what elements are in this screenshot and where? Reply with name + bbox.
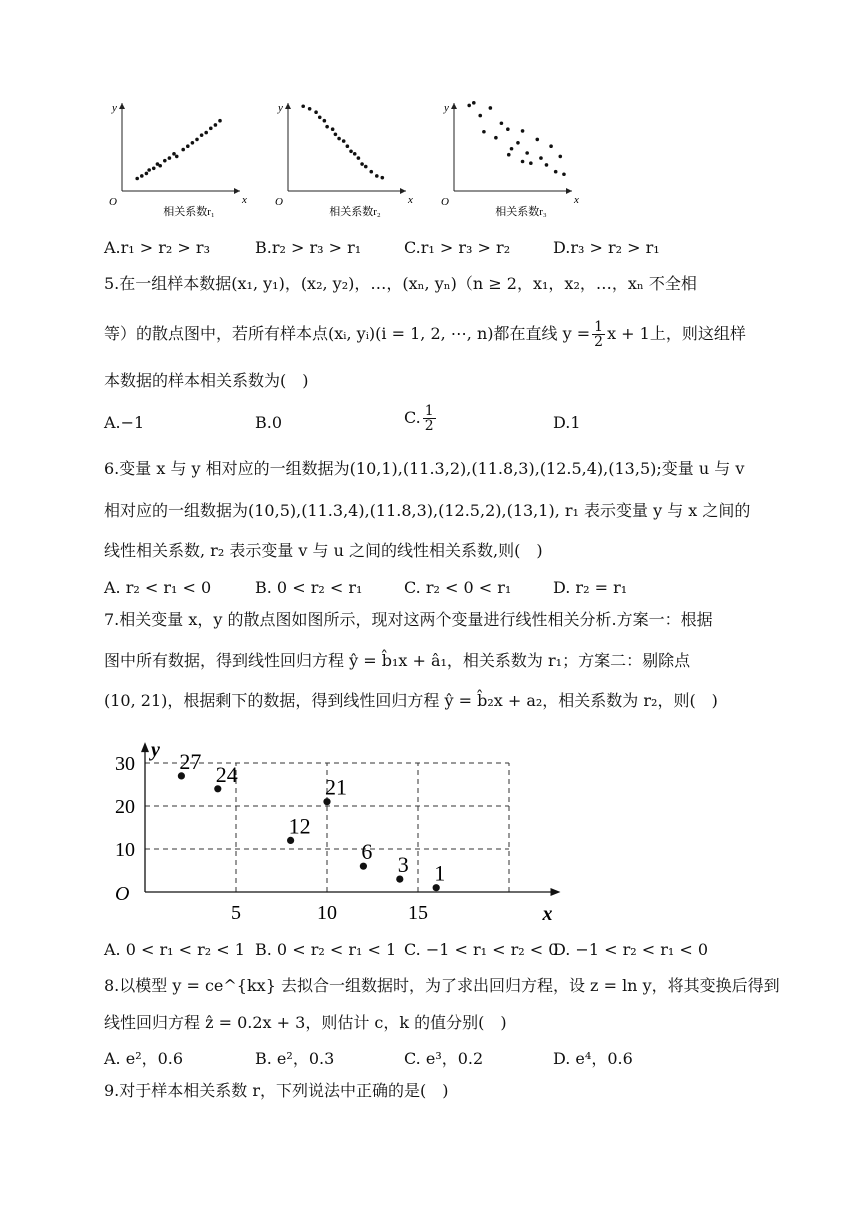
q6-line-1: 6.变量 x 与 y 相对应的一组数据为(10,1),(11.3,2),(11.8,3),(12.5,4),(13,5);变量 u 与 v bbox=[104, 459, 745, 478]
origin-label: O bbox=[109, 196, 117, 208]
scatter-point bbox=[510, 147, 514, 151]
origin-label: O bbox=[441, 196, 449, 208]
scatter-point bbox=[147, 168, 151, 172]
q7-option-a: A. 0 < r₁ < r₂ < 1 bbox=[104, 940, 245, 959]
q6-option-c: C. r₂ < 0 < r₁ bbox=[404, 578, 512, 597]
scatter-point bbox=[472, 101, 476, 105]
data-label: 24 bbox=[215, 761, 238, 787]
scatter-point bbox=[381, 176, 385, 180]
q6-option-d: D. r₂ = r₁ bbox=[553, 578, 628, 597]
q7-option-b: B. 0 < r₂ < r₁ < 1 bbox=[255, 940, 397, 959]
mini-plot-r3 bbox=[428, 95, 588, 225]
q8-line-1: 8.以模型 y = ce^{kx} 去拟合一组数据时，为了求出回归方程，设 z = ln y，将其变换后得到 bbox=[104, 976, 780, 995]
scatter-point bbox=[349, 150, 353, 154]
scatter-point bbox=[314, 110, 318, 114]
y-axis-label: y bbox=[278, 102, 283, 114]
scatter-point bbox=[521, 129, 525, 133]
scatter-point bbox=[140, 174, 144, 178]
scatter-point bbox=[301, 104, 305, 108]
q7-line-1: 7.相关变量 x，y 的散点图如图所示，现对这两个变量进行线性相关分析.方案一：根据 bbox=[104, 610, 713, 629]
scatter-point bbox=[346, 144, 350, 148]
data-label: 3 bbox=[397, 852, 409, 878]
q6-line-2: 相对应的一组数据为(10,5),(11.3,4),(11.8,3),(12.5,2),(13,1), r₁ 表示变量 y 与 x 之间的 bbox=[104, 501, 751, 520]
q8-option-c: C. e³，0.2 bbox=[404, 1049, 484, 1068]
mini-plot-r2 bbox=[262, 95, 422, 225]
origin-label: O bbox=[115, 883, 130, 905]
scatter-point bbox=[494, 136, 498, 140]
q4-option-a: A.r₁ > r₂ > r₃ bbox=[104, 238, 210, 257]
scatter-point bbox=[549, 144, 553, 148]
scatter-point bbox=[360, 162, 364, 166]
data-label: 1 bbox=[434, 860, 446, 886]
q4-option-d: D.r₃ > r₂ > r₁ bbox=[553, 238, 660, 257]
scatter-point bbox=[489, 106, 493, 110]
scatter-point bbox=[507, 153, 511, 157]
y-tick-label: 30 bbox=[115, 753, 135, 775]
q9-line-1: 9.对于样本相关系数 r，下列说法中正确的是( ) bbox=[104, 1081, 449, 1100]
scatter-point bbox=[308, 107, 312, 111]
scatter-point bbox=[342, 139, 346, 143]
scatter-point bbox=[204, 131, 208, 135]
scatter-point bbox=[323, 119, 327, 123]
scatter-point bbox=[482, 130, 486, 134]
scatter-point bbox=[521, 160, 525, 164]
scatter-point bbox=[325, 125, 329, 129]
q5-fraction: $\frac{1}{2}$ bbox=[594, 319, 604, 350]
scatter-point bbox=[200, 133, 204, 137]
scatter-point bbox=[152, 167, 156, 171]
q4-option-c: C.r₁ > r₃ > r₂ bbox=[404, 238, 511, 257]
data-label: 21 bbox=[325, 774, 347, 800]
origin-label: O bbox=[275, 196, 283, 208]
q4-option-b: B.r₂ > r₃ > r₁ bbox=[255, 238, 362, 257]
scatter-point bbox=[558, 155, 562, 159]
scatter-point bbox=[168, 156, 172, 160]
scatter-point bbox=[535, 138, 539, 142]
scatter-point bbox=[467, 104, 471, 108]
y-axis-label: y bbox=[444, 102, 449, 114]
scatter-point bbox=[195, 138, 199, 142]
x-axis-label: x bbox=[242, 194, 247, 206]
scatter-point bbox=[181, 148, 185, 152]
scatter-point bbox=[163, 159, 167, 163]
scatter-point bbox=[191, 141, 195, 145]
q5-line-2: 等）的散点图中，若所有样本点(xᵢ, yᵢ)(i = 1, 2, ⋯, n)都在直线 y = $\frac{1}{2}$ x + 1上，则这组样 bbox=[104, 319, 746, 350]
q5-option-b: B.0 bbox=[255, 413, 283, 432]
scatter-point bbox=[337, 137, 341, 141]
q7-line-2: 图中所有数据，得到线性回归方程 ŷ = b̂₁x + â₁，相关系数为 r₁；方案二：剔除点 bbox=[104, 651, 691, 670]
scatter-point bbox=[525, 151, 529, 155]
q8-option-a: A. e²，0.6 bbox=[104, 1049, 184, 1068]
x-axis-arrow bbox=[551, 888, 561, 896]
plot-caption: 相关系数r₃ bbox=[495, 206, 547, 218]
data-label: 6 bbox=[361, 839, 373, 865]
scatter-point bbox=[172, 152, 176, 156]
scatter-point bbox=[357, 156, 361, 160]
scatter-point bbox=[158, 164, 162, 168]
scatter-point bbox=[375, 174, 379, 178]
scatter-point bbox=[539, 156, 543, 160]
plot-caption: 相关系数r₂ bbox=[329, 206, 381, 218]
scatter-point bbox=[506, 127, 510, 131]
q6-option-a: A. r₂ < r₁ < 0 bbox=[104, 578, 212, 597]
x-tick-label: 15 bbox=[408, 902, 428, 924]
q6-line-3: 线性相关系数, r₂ 表示变量 v 与 u 之间的线性相关系数,则( ) bbox=[104, 541, 543, 560]
y-axis-label: y bbox=[112, 102, 117, 114]
x-axis-arrow bbox=[566, 188, 572, 194]
q5-line-1: 5.在一组样本数据(x₁, y₁)，(x₂, y₂)，…，(xₙ, yₙ)（n ≥ 2，x₁，x₂，…，xₙ 不全相 bbox=[104, 274, 697, 293]
data-label: 27 bbox=[179, 748, 202, 774]
q5-option-d: D.1 bbox=[553, 413, 581, 432]
q8-option-b: B. e²，0.3 bbox=[255, 1049, 335, 1068]
scatter-point bbox=[135, 177, 139, 181]
q5-option-c: C. $\frac{1}{2}$ bbox=[404, 403, 434, 434]
scatter-point bbox=[545, 163, 549, 167]
q7-option-d: D. −1 < r₂ < r₁ < 0 bbox=[553, 940, 709, 959]
scatter-point bbox=[478, 114, 482, 118]
scatter-point bbox=[529, 161, 533, 165]
x-axis-arrow bbox=[400, 188, 406, 194]
x-axis-arrow bbox=[234, 188, 240, 194]
plot-caption: 相关系数r₁ bbox=[163, 206, 215, 218]
y-axis-arrow bbox=[285, 103, 291, 109]
scatter-point bbox=[331, 127, 335, 131]
q6-option-b: B. 0 < r₂ < r₁ bbox=[255, 578, 363, 597]
q7-scatter-chart bbox=[100, 722, 580, 927]
scatter-point bbox=[218, 119, 222, 123]
y-tick-label: 20 bbox=[115, 796, 135, 818]
x-axis-label: x bbox=[542, 903, 553, 925]
scatter-point bbox=[364, 165, 368, 169]
x-tick-label: 10 bbox=[317, 902, 337, 924]
scatter-point bbox=[175, 155, 179, 159]
data-label: 12 bbox=[288, 813, 311, 839]
x-tick-label: 5 bbox=[231, 902, 241, 924]
mini-plot-r1 bbox=[96, 95, 256, 225]
scatter-point bbox=[209, 127, 213, 131]
q8-option-d: D. e⁴，0.6 bbox=[553, 1049, 633, 1068]
y-axis-label: y bbox=[151, 739, 160, 762]
scatter-point bbox=[516, 141, 520, 145]
scatter-point bbox=[214, 123, 218, 127]
y-tick-label: 10 bbox=[115, 839, 135, 861]
y-axis-arrow bbox=[141, 742, 149, 752]
scatter-point bbox=[145, 172, 149, 176]
y-axis-arrow bbox=[119, 103, 125, 109]
q8-line-2: 线性回归方程 ẑ = 0.2x + 3，则估计 c，k 的值分别( ) bbox=[104, 1013, 507, 1032]
scatter-point bbox=[500, 121, 504, 125]
scatter-point bbox=[562, 172, 566, 176]
x-axis-label: x bbox=[574, 194, 579, 206]
scatter-point bbox=[554, 170, 558, 174]
q7-option-c: C. −1 < r₁ < r₂ < 0 bbox=[404, 940, 559, 959]
scatter-point bbox=[353, 152, 357, 156]
x-axis-label: x bbox=[408, 194, 413, 206]
q5-line-3: 本数据的样本相关系数为( ) bbox=[104, 371, 309, 390]
y-axis-arrow bbox=[451, 103, 457, 109]
scatter-point bbox=[186, 144, 190, 148]
q5-option-a: A.−1 bbox=[104, 413, 145, 432]
scatter-point bbox=[334, 133, 338, 137]
scatter-point bbox=[318, 116, 322, 120]
q7-line-3: (10, 21)，根据剩下的数据，得到线性回归方程 ŷ = b̂₂x + a₂，相关系数为 r₂，则( ) bbox=[104, 691, 718, 710]
scatter-point bbox=[369, 170, 373, 174]
